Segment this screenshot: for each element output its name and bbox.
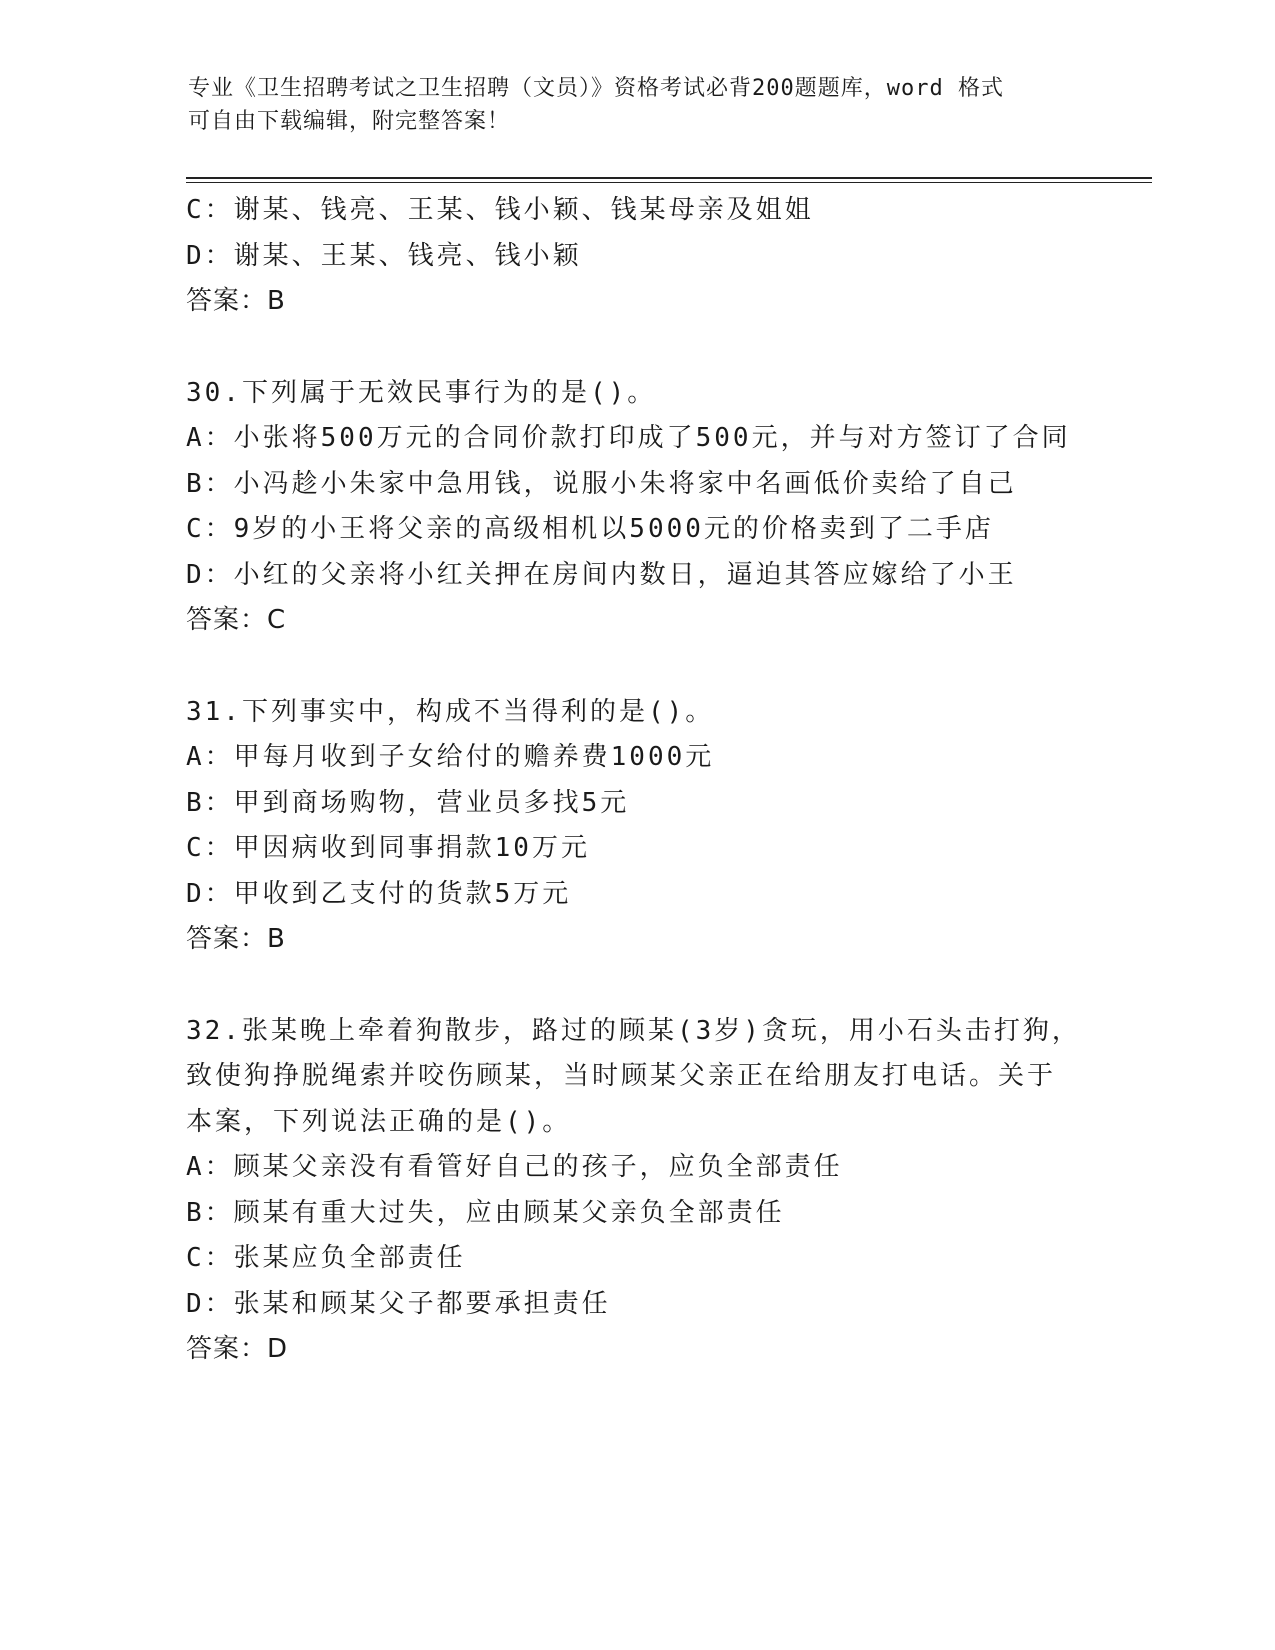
option-c: C：谢某、钱亮、王某、钱小颖、钱某母亲及姐姐 (186, 195, 814, 225)
header-divider-thin (186, 182, 1152, 183)
option-c: C：甲因病收到同事捐款10万元 (186, 833, 590, 863)
question-30 (186, 371, 1146, 644)
question-stem-line-1: 32.张某晚上牵着狗散步，路过的顾某(3岁)贪玩，用小石头击打狗， (186, 1015, 1081, 1046)
option-a: A：甲每月收到子女给付的赡养费1000元 (186, 742, 715, 772)
question-29-tail (186, 188, 1146, 325)
answer-line: 答案：D (186, 1334, 289, 1364)
option-d: D：张某和顾某父子都要承担责任 (186, 1288, 611, 1319)
option-a: A：小张将500万元的合同价款打印成了500元，并与对方签订了合同 (186, 423, 1071, 453)
document-header (188, 72, 1078, 138)
question-stem-line-3: 本案，下列说法正确的是()。 (186, 1106, 572, 1137)
option-b: B：顾某有重大过失，应由顾某父亲负全部责任 (186, 1197, 785, 1228)
question-stem: 30.下列属于无效民事行为的是()。 (186, 377, 657, 408)
option-d: D：甲收到乙支付的货款5万元 (186, 878, 572, 909)
answer-line: 答案：C (186, 605, 287, 635)
header-line-2: 可自由下载编辑，附完整答案！ (188, 109, 511, 134)
option-b: B：甲到商场购物，营业员多找5元 (186, 787, 630, 818)
option-c: C：9岁的小王将父亲的高级相机以5000元的价格卖到了二手店 (186, 514, 994, 544)
question-31 (186, 690, 1146, 963)
option-d: D：小红的父亲将小红关押在房间内数日，逼迫其答应嫁给了小王 (186, 559, 1017, 590)
question-content (186, 188, 1146, 1373)
header-divider-thick (186, 177, 1152, 179)
question-stem-line-2: 致使狗挣脱绳索并咬伤顾某，当时顾某父亲正在给朋友打电话。关于 (186, 1061, 1057, 1091)
option-a: A：顾某父亲没有看管好自己的孩子，应负全部责任 (186, 1152, 843, 1182)
question-stem: 31.下列事实中，构成不当得利的是()。 (186, 696, 715, 727)
answer-line: 答案：B (186, 924, 286, 954)
header-line-1: 专业《卫生招聘考试之卫生招聘（文员）》资格考试必背200题题库，word 格式 (188, 76, 1004, 101)
option-d: D：谢某、王某、钱亮、钱小颖 (186, 240, 582, 271)
option-c: C：张某应负全部责任 (186, 1243, 466, 1273)
question-32 (186, 1009, 1146, 1373)
answer-line: 答案：B (186, 286, 286, 316)
option-b: B：小冯趁小朱家中急用钱，说服小朱将家中名画低价卖给了自己 (186, 468, 1017, 499)
